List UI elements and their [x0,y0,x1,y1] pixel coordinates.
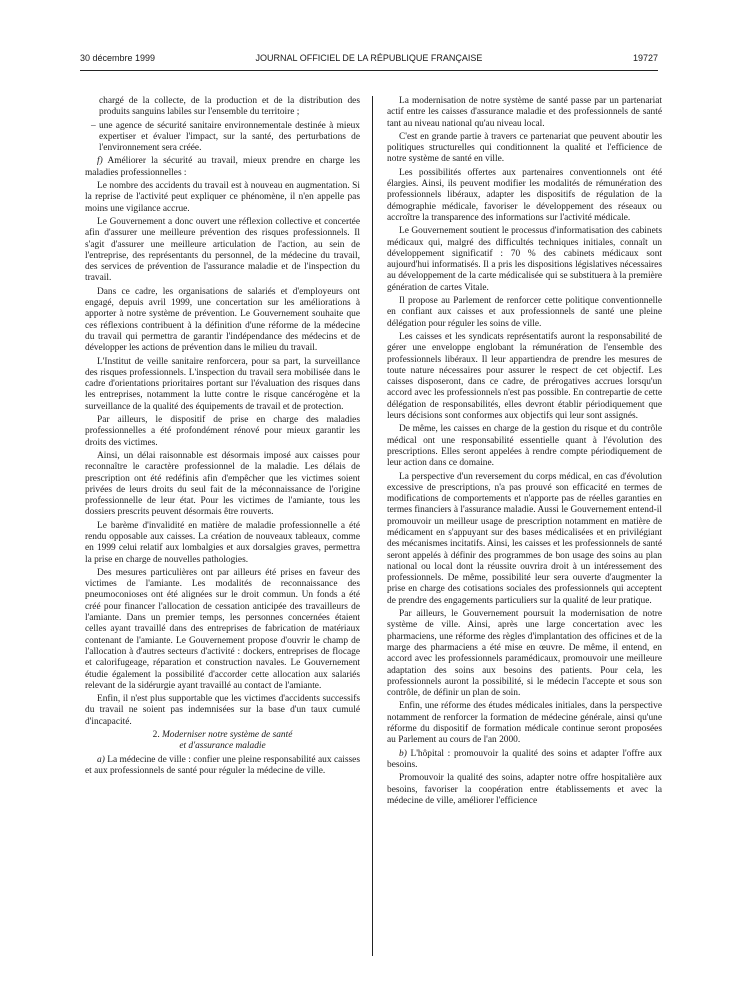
left-column [85,96,360,956]
paragraph: Le barème d'invalidité en matière de maladie professionnelle a été rendu opposable aux caisses. La création de nouveaux tableaux, comme en 1999 celui relatif aux lombalgies et aux dorsalgies graves, permettra la prise en charge de nouvelles pathologies. [85,520,360,565]
paragraph: C'est en grande partie à travers ce partenariat que peuvent aboutir les politiques structurelles qui conditionnent la qualité et l'efficience de notre système de santé en ville. [387,131,662,165]
header-page-number: 19727 [632,53,658,63]
paragraph: Le nombre des accidents du travail est à nouveau en augmentation. Si la reprise de l'activité peut expliquer ce phénomène, il n'en appelle pas moins une vigilance accrue. [85,181,360,214]
section-number: 2. [152,730,160,741]
paragraph: Par ailleurs, le Gouvernement poursuit la modernisation de notre système de ville. Ainsi, après une large concertation avec les pharmaciens, une réforme des règles d'implantation des officines et de la marge des pharmaciens a été mise en œuvre. De même, il entend, en accord avec les professionnels paramédicaux, promouvoir une meilleure adaptation des soins aux besoins des patients. Pour cela, les professionnels auront la possibilité, si le médecin l'accepte et sous son contrôle, de définir un plan de soin. [387,609,662,699]
paragraph: Le Gouvernement a donc ouvert une réflexion collective et concertée afin d'assurer une meilleure prévention des risques professionnels. Il s'agit d'assurer une meilleure articulation de l'action, au sein de l'entreprise, des représentants du personnel, de la médecine du travail, des services de prévention de l'assurance maladie et de l'inspection du travail. [85,216,360,284]
paragraph: Enfin, il n'est plus supportable que les victimes d'accidents successifs du travail ne soient pas indemnisées sur la base d'un taux cumulé d'incapacité. [85,694,360,727]
paragraph: Par ailleurs, le dispositif de prise en charge des maladies professionnelles a été profondément rénové pour mieux garantir les droits des victimes. [85,415,360,448]
subsection-label: f) [97,156,103,167]
paragraph: Il propose au Parlement de renforcer cette politique conventionnelle en confiant aux caisses et aux professionnels de santé une pleine délégation pour réguler les soins de ville. [387,296,662,329]
subsection-text: La médecine de ville : confier une pleine responsabilité aux caisses et aux professionnels de santé pour réguler la médecine de ville. [85,754,360,776]
subsection-label: b) [399,748,407,759]
column-divider [372,96,373,956]
paragraph: Les caisses et les syndicats représentatifs auront la responsabilité de gérer une enveloppe englobant la rémunération de l'ensemble des professionnels libéraux. Il leur appartiendra de prendre les mesures de toute nature nécessaires pour assurer le respect de cet objectif. Les caisses disposeront, dans ce cadre, de prérogatives accrues lorsqu'un accord avec les professionnels n'est pas possible. En contrepartie de cette délégation de responsabilités, elles devront établir périodiquement que leurs décisions sont conformes aux objectifs qui leur sont assignés. [387,331,662,422]
paragraph: L'Institut de veille sanitaire renforcera, pour sa part, la surveillance des risques professionnels. L'inspection du travail sera mobilisée dans le cadre d'orientations prioritaires portant sur l'évaluation des risques dans les entreprises, notamment la lutte contre le risque cancérogène et la surveillance de la qualité des équipements de travail et de protection. [85,356,360,412]
paragraph: Le Gouvernement soutient le processus d'informatisation des cabinets médicaux qui, malgré des difficultés techniques initiales, connaît un développement significatif : 70 % des cabinets médicaux sont aujourd'hui informatisés. Il a pris les dispositions législatives nécessaires au développement de la carte médicalisée qui se substituera à la première génération de cartes Vitale. [387,226,662,293]
paragraph: Enfin, une réforme des études médicales initiales, dans la perspective notamment de renforcer la formation de médecine générale, ainsi qu'une réforme du dispositif de formation médicale continue seront proposées au Parlement au cours de l'an 2000. [387,701,662,746]
section-title-line-2: et d'assurance maladie [179,741,266,752]
paragraph: Ainsi, un délai raisonnable est désormais imposé aux caisses pour reconnaître le caractère professionnel de la maladie. Les délais de prescription ont été redéfinis afin d'empêcher que les victimes soient privées de leurs droits du seul fait de la méconnaissance de l'origine professionnelle de leur état. Pour les victimes de l'amiante, tous les dossiers prescrits peuvent désormais être rouverts. [85,450,360,518]
right-column [387,96,662,956]
subsection-text: L'hôpital : promouvoir la qualité des soins et adapter l'offre aux besoins. [387,748,662,770]
paragraph: chargé de la collecte, de la production et de la distribution des produits sanguins labiles sur l'ensemble du territoire ; [99,96,360,118]
section-title-line-1: Moderniser notre système de santé [162,730,293,741]
subsection-heading-a [85,755,360,778]
subsection-label: a) [97,754,105,765]
paragraph: La modernisation de notre système de santé passe par un partenariat actif entre les caisses d'assurance maladie et des professionnels de santé tant au niveau national qu'au niveau local. [387,96,662,129]
subsection-text: Améliorer la sécurité au travail, mieux prendre en charge les maladies professionnelles : [85,156,360,178]
bullet-item: – une agence de sécurité sanitaire environnementale destinée à mieux expertiser et évaluer l'impact, sur la santé, des perturbations de l'environnement sera créée. [91,120,360,154]
section-title [85,730,360,753]
subsection-heading-b [387,749,662,772]
paragraph: Promouvoir la qualité des soins, adapter notre offre hospitalière aux besoins, favoriser la coopération entre établissements et avec la médecine de ville, améliorer l'efficience [387,773,662,806]
paragraph: Des mesures particulières ont par ailleurs été prises en faveur des victimes de l'amiante. Les modalités de reconnaissance des pneumoconioses ont été alignées sur le droit commun. Un fonds a été créé pour financer l'allocation de cessation anticipée des travailleurs de l'amiante. Dans un premier temps, les personnes concernées étaient celles ayant travaillé dans des entreprises de fabrication de matériaux contenant de l'amiante. Le Gouvernement propose d'ouvrir le champ de l'allocation à d'autres secteurs d'activité : dockers, entreprises de flocage et calorifugeage, réparation et construction navales. Le Gouvernement étudie également la possibilité d'accorder cette allocation aux salariés relevant de la sidérurgie ayant travaillé au contact de l'amiante. [85,567,360,691]
paragraph: Les possibilités offertes aux partenaires conventionnels ont été élargies. Ainsi, ils peuvent modifier les modalités de rémunération des professionnels libéraux, adapter les dispositifs de régulation de la démographie médicale, favoriser le développement des réseaux ou accroître la transparence des informations sur l'activité médicale. [387,167,662,223]
paragraph: De même, les caisses en charge de la gestion du risque et du contrôle médical ont une responsabilité essentielle quant à l'évolution des prescriptions. Elles seront appelées à rendre compte périodiquement de leur action dans ce domaine. [387,424,662,469]
header-rule [80,70,658,71]
paragraph: La perspective d'un reversement du corps médical, en cas d'évolution excessive de prescriptions, n'a pas prouvé son efficacité en termes de modifications de comportements et n'apporte pas de réelles garanties en termes financiers à l'assurance maladie. Aussi le Gouvernement entend-il promouvoir un meilleur usage de prescription notamment en matière de médicament en s'appuyant sur des bases médicalisées et en privilégiant des mécanismes incitatifs. Ainsi, les caisses et les professionnels de santé seront appelés à définir des programmes de bon usage des soins au plan national ou local dont la réussite ouvrira droit à un intéressement des professionnels. De même, possibilité leur sera ouverte d'augmenter la prise en charge des cotisations sociales des professionnels qui acceptent de prendre des engagements particuliers sur la qualité de leur pratique. [387,471,662,606]
paragraph: Dans ce cadre, les organisations de salariés et d'employeurs ont engagé, depuis avril 1999, une concertation sur les améliorations à apporter à notre système de prévention. Le Gouvernement souhaite que ces réflexions contribuent à la définition d'une réforme de la médecine du travail qui permettra de garantir l'indépendance des médecins et de développer les actions de prévention dans le milieu du travail. [85,286,360,354]
header-date: 30 décembre 1999 [80,53,156,63]
page-header [80,53,658,67]
subsection-heading-f [85,156,360,179]
header-journal-title: JOURNAL OFFICIEL DE LA RÉPUBLIQUE FRANÇAISE [255,53,483,63]
